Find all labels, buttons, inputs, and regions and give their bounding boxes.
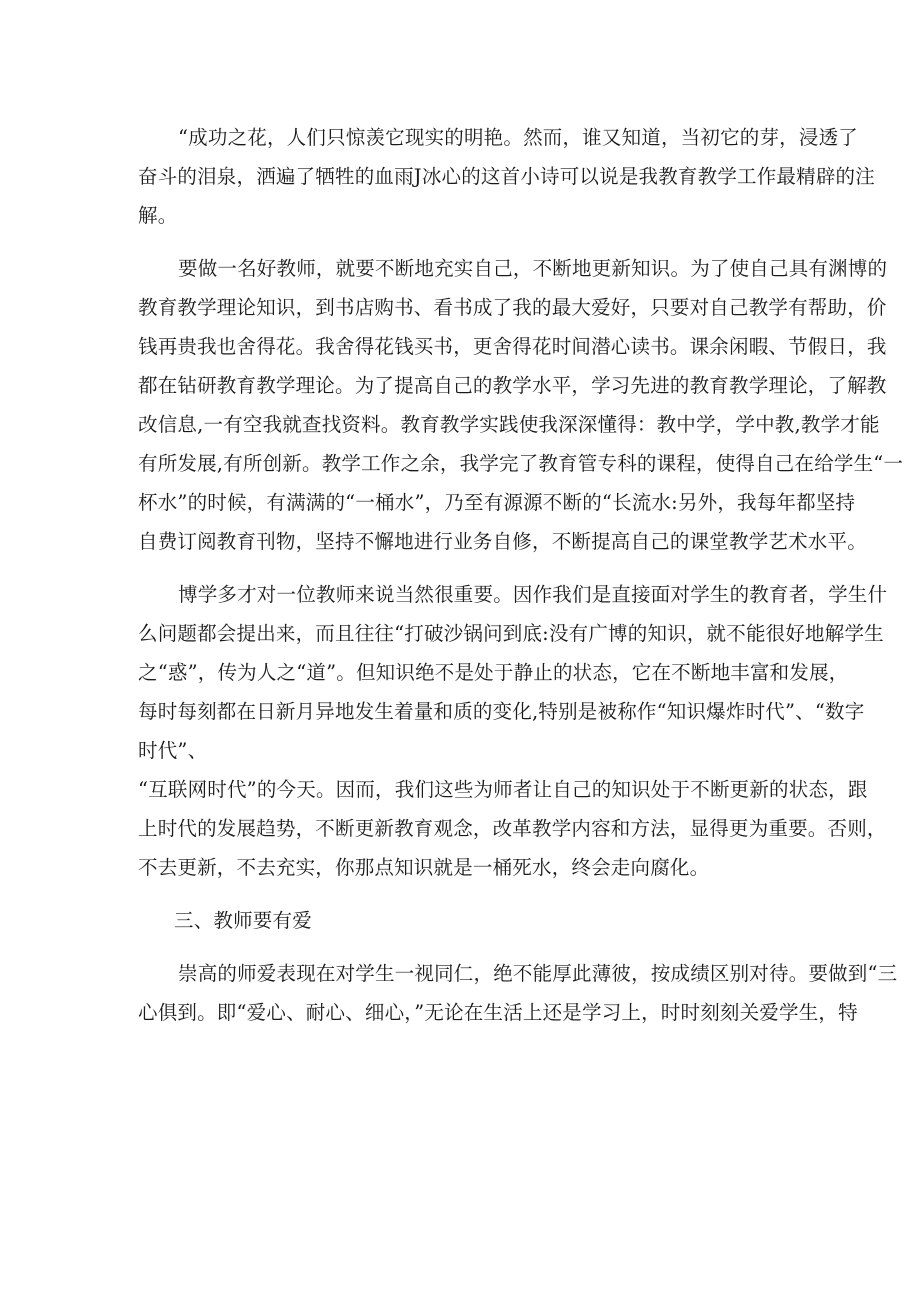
text-line: 杯水”的时候，有满满的“一桶水”，乃至有源源不断的“长流水:另外，我每年都坚持 (138, 491, 856, 514)
text-line: 改信息,一有空我就查找资料。教育教学实践使我深深懂得：教中学，学中教,教学才能 (138, 413, 880, 436)
text-line: 钱再贵我也舍得花。我舍得花钱买书，更舍得花时间潜心读书。课余闲暇、节假日，我 (138, 335, 887, 358)
paragraph (138, 249, 904, 561)
text-line: 都在钻研教育教学理论。为了提高自己的教学水平，学习先进的教育教学理论，了解教 (138, 374, 887, 397)
paragraph (138, 575, 888, 887)
text-line: 奋斗的泪泉，洒遍了牺牲的血雨J冰心的这首小诗可以说是我教育教学工作最精辟的注 (138, 165, 875, 188)
text-line: 要做一名好教师，就要不断地充实自己，不断地更新知识。为了使自己具有渊博的 (178, 257, 888, 280)
paragraph (138, 118, 875, 235)
text-line: 之“惑”，传为人之“道”。但知识绝不是处于静止的状态，它在不断地丰富和发展， (138, 661, 849, 684)
text-line: “成功之花，人们只惊羡它现实的明艳。然而，谁又知道，当初它的芽，浸透了 (178, 126, 858, 149)
heading-text: 三、教师要有爱 (174, 909, 312, 932)
paragraph (138, 954, 898, 1032)
text-line: 博学多才对一位教师来说当然很重要。因作我们是直接面对学生的教育者，学生什 (178, 583, 888, 606)
document-page (138, 118, 904, 1032)
section-heading (138, 901, 798, 940)
text-line: 崇高的师爱表现在对学生一视同仁，绝不能厚此薄彼，按成绩区别对待。要做到“三 (178, 962, 898, 985)
text-line: 么问题都会提出来，而且往往“打破沙锅问到底:没有广博的知识，就不能很好地解学生 (138, 622, 884, 645)
text-line: 不去更新，不去充实，你那点知识就是一桶死水，终会走向腐化。 (138, 856, 710, 879)
text-line: 教育教学理论知识，到书店购书、看书成了我的最大爱好，只要对自己教学有帮助，价 (138, 296, 887, 319)
text-line: 时代”、 (138, 739, 208, 762)
text-line: 每时每刻都在日新月异地发生着量和质的变化,特别是被称作“知识爆炸时代”、“数字 (138, 700, 865, 723)
text-line: 解。 (138, 204, 178, 227)
text-line: 有所发展,有所创新。教学工作之余，我学完了教育管专科的课程，使得自己在给学生“一 (138, 452, 904, 475)
text-line: 自费订阅教育刊物，坚持不懈地进行业务自修，不断提高自己的课堂教学艺术水平。 (138, 530, 867, 553)
text-line: 心俱到。即“爱心、耐心、细心，”无论在生活上还是学习上，时时刻刻关爱学生，特 (138, 1001, 858, 1024)
text-line: 上时代的发展趋势，不断更新教育观念，改革教学内容和方法，显得更为重要。否则， (138, 817, 887, 840)
text-line: “互联网时代”的今天。因而，我们这些为师者让自己的知识处于不断更新的状态，跟 (138, 778, 868, 801)
